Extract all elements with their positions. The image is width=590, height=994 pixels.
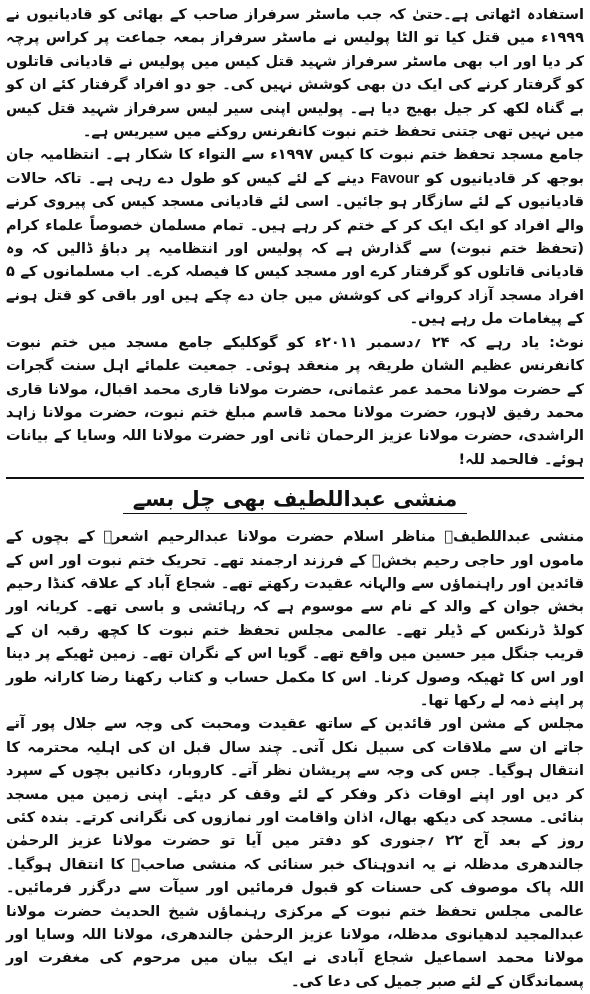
favour-word: Favour	[370, 170, 420, 187]
obituary-heading-text: منشی عبداللطیف بھی چل بسے	[123, 487, 468, 514]
article-mosque-case	[6, 4, 584, 472]
obituary-heading	[6, 482, 584, 516]
paragraph-2-text-start: جامع مسجد تحفظ ختم نبوت کا کیس ۱۹۹۷ء سے التواء کا شکار ہے۔ انتظامیہ جان بوجھ کر قادیانیوں کو	[6, 147, 584, 187]
article-note-paragraph: نوٹ: یاد رہے کہ ۲۴ ؍دسمبر ۲۰۱۱ء کو گوکلیکے جامع مسجد میں ختم نبوت کانفرنس عظیم الشان طریقہ پر منعقد ہوئی۔ جمعیت علمائے اہل سنت گجرات کے حضرت مولانا محمد عمر عثمانی، حضرت مولانا قاری محمد اقبال، مولانا قاری محمد رفیق لاہور، حضرت مولانا محمد قاسم مبلغ ختم نبوت، حضرت مولانا زاہد الراشدی، حضرت مولانا عزیز الرحمان ثانی اور حضرت مولانا اللہ وسایا کے بیانات ہوئے۔ فالحمد للہ!	[6, 334, 585, 468]
paragraph-2-text-end: دینے کے لئے کیس کو طول دے رہی ہے۔ تاکہ حالات قادیانیوں کے لئے سازگار ہو جائیں۔ اسی لئے قادیانی مسجد کیس کی پیروی کرنے والے افراد کو ایک ایک کر کے ختم کر رہے ہیں۔ تمام مسلمان خصوصاً علماء کرام (تحفظ ختم نبوت) سے گذارش ہے کہ پولیس اور انتظامیہ پر دباؤ ڈالیں کہ وہ قادیانی قاتلوں کو گرفتار کرے اور مسجد کیس کا فیصلہ کرے۔ اب مسلمانوں کے ۵ افراد مسجد آزاد کروانے کی کوشش میں جان دے چکے ہیں اور باقی کو قتل ہونے کے پیغامات مل رہے ہیں۔	[6, 170, 584, 328]
obituary-paragraph-1: منشی عبداللطیفؒ مناظر اسلام حضرت مولانا عبدالرحیم اشعرؒ کے بچوں کے ماموں اور حاجی رحیم بخشؒ کے فرزند ارجمند تھے۔ تحریک ختم نبوت اور اس کے قائدین اور راہنماؤں سے والہانہ عقیدت رکھتے تھے۔ شجاع آباد کے علاقہ کنڈا رحیم بخش جوان کے والد کے نام سے موسوم ہے کہ رہائشی و باسی تھے۔ کریانہ اور کولڈ ڈرنکس کے ڈیلر تھے۔ عالمی مجلس تحفظ ختم نبوت کا کچھ رقبہ ان کے قریب جنگل میر حسین میں واقع تھے۔ گویا اس کے نگران تھے۔ زمین ٹھیکے پر دینا اور اس کا ٹھیکہ وصول کرنا۔ اس کا مکمل حساب و کتاب رکھنا رضا کارانہ طور پر اپنے ذمہ لے رکھا تھا۔	[6, 529, 584, 709]
article-paragraph-1: استفادہ اٹھاتی ہے۔حتیٰ کہ جب ماسٹر سرفراز صاحب کے بھائی کو قادیانیوں نے ۱۹۹۹ء میں قتل کیا تو الٹا پولیس نے ماسٹر سرفراز بمعہ جماعت پر کراس پرچہ کر دیا اور اب بھی ماسٹر سرفراز شہید قتل کیس میں پولیس نے قادیانی قاتلوں کو گرفتار کرنے کی ایک دن بھی کوشش نہیں کی۔ جو دو افراد گرفتار کئے ان کو بے گناہ لکھ کر جیل بھیج دیا ہے۔ پولیس اپنی سیر لیس سرفراز شہید قتل کیس میں نہیں تھی جتنی تحفظ ختم نبوت کانفرنس روکنے میں سیریس ہے۔	[6, 7, 584, 141]
obituary-paragraph-2: مجلس کے مشن اور قائدین کے ساتھ عقیدت ومحبت کی وجہ سے جلال پور آتے جاتے ان سے ملاقات کی سبیل نکل آتی۔ چند سال قبل ان کی اہلیہ محترمہ کا انتقال ہوگیا۔ جس کی وجہ سے پریشان نظر آتے۔ کاروبار، دکانیں بچوں کے سپرد کر دیں اور اپنے اوقات ذکر وفکر کے لئے وقف کر دیئے۔ اپنی زمین میں مسجد بنائی۔ مسجد کی دیکھ بھال، اذان واقامت اور نمازوں کی نگرانی کرتے۔ بندہ کئی روز کے بعد آج ۲۲ ؍جنوری کو دفتر میں آیا تو حضرت مولانا عزیز الرحمٰن جالندھری مدظلہ نے یہ اندوہناک خبر سنائی کہ منشی صاحبؒ کا انتقال ہوگیا۔ اللہ پاک موصوف کی حسنات کو قبول فرمائیں اور سیآت سے درگزر فرمائیں۔ عالمی مجلس تحفظ ختم نبوت کے مرکزی رہنماؤں شیخ الحدیث حضرت مولانا عبدالمجید لدھیانوی مدظلہ، مولانا عزیز الرحمٰن جالندھری، مولانا اللہ وسایا اور مولانا محمد اسماعیل شجاع آبادی نے ایک بیان میں مرحوم کی مغفرت اور پسماندگان کے لئے صبر جمیل کی دعا کی۔	[6, 716, 584, 990]
article-obituary	[6, 482, 584, 994]
section-divider	[6, 477, 584, 479]
article-paragraph-2	[6, 144, 584, 331]
